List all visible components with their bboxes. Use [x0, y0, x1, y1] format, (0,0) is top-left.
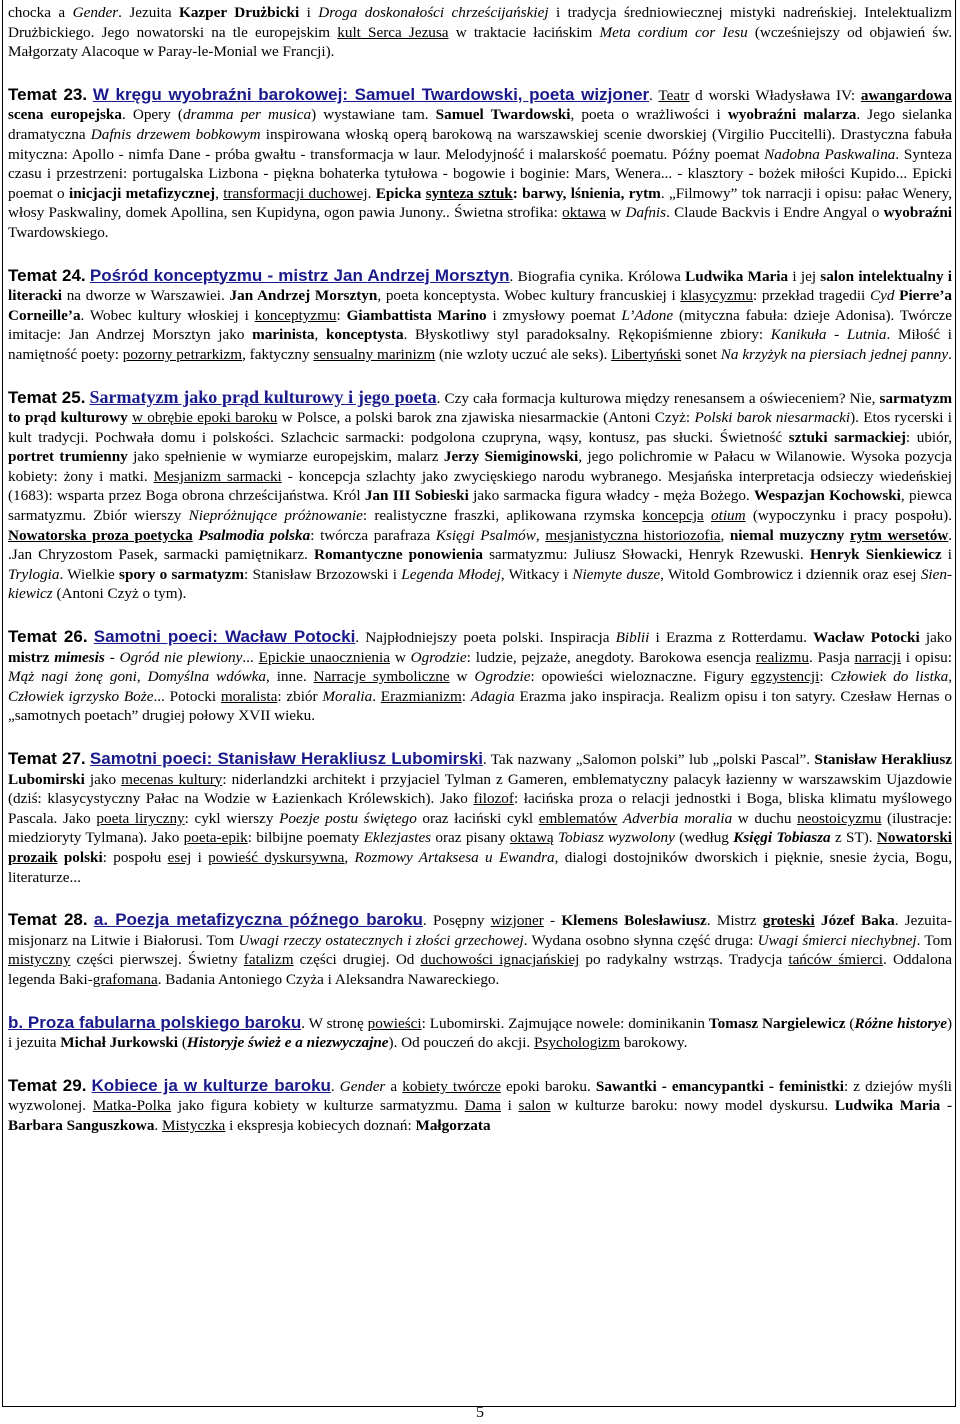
topic-title: Sarmatyzm jako prąd kulturowy i jego poeta — [89, 386, 437, 407]
topic-title: Kobiece ja w kulturze baroku — [91, 1075, 331, 1095]
topic-label: Temat 24. — [8, 265, 86, 285]
topic-title: Samotni poeci: Stanisław Herakliusz Lubomirski — [89, 749, 483, 768]
topic-label: Temat 28. — [8, 910, 88, 930]
topic-body: . Czy cała formacja kulturowa między renesansem a oświeceniem? Nie, sarmatyzm to prąd kulturowy w obrębie epoki baroku w Polsce, a polski barok zna zjawiska niesarmackie (Antoni Czyż: Polski barok niesarmacki). Etos rycerski i kult tradycji. Pochwała domu i polskości. Szlachcic sarmacki: podgolona czupryna, wąsy, kontusz, pas słucki. Świetność sztuki sarmackiej: ubiór, portret trumienny jako spełnienie w wymiarze europejskim, malarz Jerzy Siemiginowski, jego polichromie w Pałacu w Wilanowie. Wysoka pozycja kobiety: żony i matki. Mesjanizm sarmacki - koncepcja szlachty jako zwycięskiego narodu wybranego. Mesjańska interpretacja odsieczy wiedeńskiej (1683): wsparta przez Boga obrona chrześcijaństwa. Król Jan III Sobieski jako sarmacka figura władcy - męża Bożego. Wespazjan Kochowski, piewca sarmatyzmu. Zbiór wierszy Niepróżnujące próżnowanie: realistyczne fraszki, aplikowana rzymska koncepcja otium (wypoczynku i pracy pospołu). Nowatorska proza poetycka Psalmodia polska: twórcza parafraza Księgi Psalmów, mesjanistyczna historiozofia, niemal muzyczny rytm wersetów. .Jan Chryzostom Pasek, sarmacki pamiętnikarz. Romantyczne ponowienia sarmatyzmu: Juliusz Słowacki, Henryk Rzewuski. Henryk Sienkiewicz i Trylogia. Wielkie spory o sarmatyzm: Stanisław Brzozowski i Legenda Młodej, Witkacy i Niemyte dusze, Witold Gombrowicz i dziennik oraz esej Sienkiewicz (Antoni Czyż o tym). — [8, 389, 953, 603]
topic-title: b. Proza fabularna polskiego baroku — [8, 1012, 302, 1032]
intro-paragraph: chocka a Gender. Jezuita Kazper Drużbicki i Droga doskonałości chrześcijańskiej i tradycja średniowiecznej mistyki nadreńskiej. Intelektualizm Drużbickiego. Jego nowatorski na tle europejskim kult Serca Jezusa w traktacie łacińskim Meta cordium cor Iesu (wcześniejszy od objawień św. Małgorzaty Alacoque w Paray-le-Monial we Francji). — [8, 4, 953, 61]
topic-body: . Tak nazwany „Salomon polski” lub „polski Pascal”. Stanisław Herakliusz Lubomirski jako mecenas kultury: niderlandzki architekt i przyjaciel Tylman z Gameren, emblematyczny palacyk łazienny w warszawskim Ujazdowie (dziś: klasycystyczny Pałac na Wodzie w Łazienkach Królewskich). Jako filozof: łacińska proza o relacji jednostki i Boga, bliska klimatu myślowego Pascala. Jako poeta liryczny: cykl wierszy Poezje postu świętego oraz łaciński cykl emblematów Adverbia moralia w duchu neostoicyzmu (ilustracje: miedzioryty Tylmana). Jako poeta-epik: bilbijne poematy Eklezjastes oraz pisany oktawą Tobiasz wyzwolony (według Księgi Tobiasza z ST). Nowatorski prozaik polski: pospołu esej i powieść dyskursywna, Rozmowy Artaksesa u Ewandra, dialogi dostojników dworskich i pięknie, snesie życia, Bogu, literaturze... — [8, 751, 953, 886]
topic-body: . Gender a kobiety twórcze epoki baroku. Sawantki - emancypantki - feministki: z dziejów myśli wyzwolonej. Matka-Polka jako figura kobiety w kulturze sarmatyzmu. Dama i salon w kulturze baroku: nowy model dyskursu. Ludwika Maria - Barbara Sanguszkowa. Mistyczka i ekspresja kobiecych doznań: Małgorzata — [8, 1077, 953, 1134]
topic-label: Temat 26. — [8, 627, 88, 647]
topic-paragraph — [8, 85, 952, 243]
topic-body: . Posępny wizjoner - Klemens Bolesławiusz. Mistrz groteski Józef Baka. Jezuita-misjonarz na Litwie i Białorusi. Tom Uwagi rzeczy ostatecznych i złości grzechowej. Wydana osobno słynna część druga: Uwagi śmierci niechybnej. Tom mistyczny części pierwszej. Świetny fatalizm części drugiej. Od duchowości ignacjańskiej po radykalny wstrząs. Tradycja tańców śmierci. Oddalona legenda Baki-grafomana. Badania Antoniego Czyża i Aleksandra Nawareckiego. — [8, 912, 953, 988]
topic-label: Temat 29. — [8, 1075, 87, 1095]
topic-title: Pośród konceptyzmu - mistrz Jan Andrzej Morsztyn — [89, 265, 510, 285]
topic-paragraph — [8, 1013, 952, 1053]
topic-body: . Biografia cynika. Królowa Ludwika Maria i jej salon intelektualny i literacki na dworze w Warszawiei. Jan Andrzej Morsztyn, poeta konceptysta. Wobec kultury francuskiej i klasycyzmu: przekład tragedii Cyd Pierre’a Corneille’a. Wobec kultury włoskiej i konceptyzmu: Giambattista Marino i zmysłowy poemat L’Adone (mityczna fabuła: dzieje Adonisa). Twórcze imitacje: Jan Andrzej Morsztyn jako marinista, konceptysta. Błyskotliwy styl paradoksalny. Rękopiśmienne zbiory: Kanikuła - Lutnia. Miłość i namiętność poety: pozorny petrarkizm, faktyczny sensualny marinizm (nie wzloty uczuć ale seks). Libertyński sonet Na krzyżyk na piersiach jednej panny. — [8, 267, 953, 363]
page-number: 5 — [476, 1404, 484, 1421]
topic-title: W kręgu wyobraźni barokowej: Samuel Twardowski, poeta wizjoner — [92, 84, 650, 104]
topic-paragraph — [8, 910, 952, 989]
topic-paragraph — [8, 266, 952, 365]
topic-body: . Najpłodniejszy poeta polski. Inspiracja Biblii i Erazma z Rotterdamu. Wacław Potocki jako mistrz mimesis - Ogród nie plewiony... Epickie unaocznienia w Ogrodzie: ludzie, pejzaże, anegdoty. Barokowa esencja realizmu. Pasja narracji i opisu: Mąż nagi żonę goni, Domyślna wdówka, inne. Narracje symboliczne w Ogrodzie: opowieści wieloznaczne. Figury egzystencji: Człowiek do listka, Człowiek igrzysko Boże... Potocki moralista: zbiór Moralia. Erazmianizm: Adagia Erazma jako inspiracja. Realizm opisu i ton satyry. Czesław Hernas o „samotnych poetach” drugiej połowy XVII wieku. — [8, 629, 953, 725]
topic-label: Temat 27. — [8, 749, 86, 768]
topic-label: Temat 23. — [8, 84, 88, 104]
topic-paragraph — [8, 1076, 952, 1136]
document-body — [8, 3, 952, 1136]
topic-paragraph — [8, 627, 952, 726]
topic-paragraph — [8, 388, 952, 605]
topic-label: Temat 25. — [8, 387, 86, 407]
topic-title: a. Poezja metafizyczna późnego baroku — [93, 910, 423, 930]
topic-paragraph — [8, 749, 952, 887]
topic-title: Samotni poeci: Wacław Potocki — [93, 627, 356, 647]
topic-body: . Teatr d worski Władysława IV: awangardowa scena europejska. Opery (dramma per musica) wystawiane tam. Samuel Twardowski, poeta o wrażliwości i wyobraźni malarza. Jego sielanka dramatyczna Dafnis drzewem bobkowym inspirowana włoską operą barokową na warszawskiej scenie dworskiej (Virgilio Puccitelli). Drastyczna fabuła mityczna: Apollo - nimfa Dane - próba gwałtu - transformacja w laur. Melodyjność i malarskość poematu. Późny poemat Nadobna Paskwalina. Synteza czasu i przestrzeni: portugalska Lizbona - piękna bohaterka tytułowa - bogowie i boginie: Mars, Wenera... - klasztory - bożek miłości Kupido... Epicki poemat o inicjacji metafizycznej, transformacji duchowej. Epicka synteza sztuk: barwy, lśnienia, rytm. „Filmowy” tok narracji i opisu: pałac Wenery, włosy Paskwaliny, domek Apollina, sen Kupidyna, ogon pawia Junony.. Świetna strofika: oktawa w Dafnis. Claude Backvis i Endre Angyal o wyobraźni Twardowskiego. — [8, 86, 953, 241]
topic-body: . W stronę powieści: Lubomirski. Zajmujące nowele: dominikanin Tomasz Nargielewicz (Różne historye) i jezuita Michał Jurkowski (Historyje śwież e a niezwyczajne). Od pouczeń do akcji. Psychologizm barokowy. — [8, 1014, 952, 1052]
topics-list — [8, 85, 952, 1136]
